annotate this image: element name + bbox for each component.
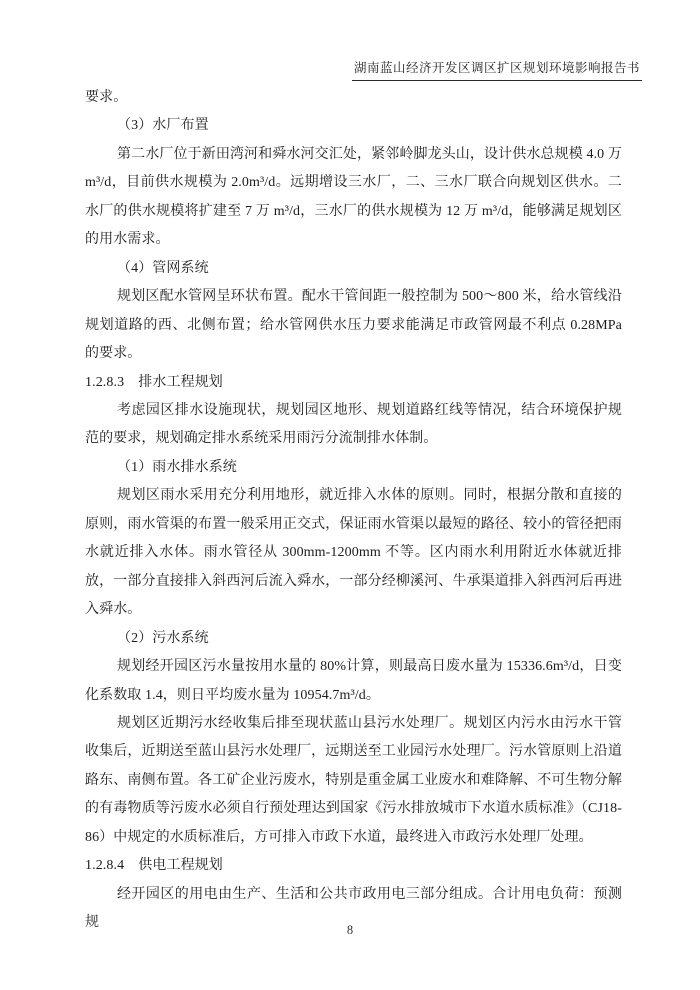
list-heading-rainwater-system: （1）雨水排水系统 [117,459,237,475]
page-header [352,58,642,81]
section-heading-power-supply-planning: 1.2.8.4 供电工程规划 [85,858,223,874]
body-paragraph-sewage-treatment: 规划区近期污水经收集后排至现状蓝山县污水处理厂。规划区内污水由污水干管收集后，近期送至蓝山县污水处理厂，远期送至工业园污水处理厂。污水管原则上沿道路东、南侧布置。各工矿企业污废水，特别是重金属工业废水和难降解、不可生物分解的有毒物质等污废水必须自行预处理达到国家《污水排放城市下水道水质标准》（CJ18-86）中规定的水质标准后，方可排入市政下水道，最终进入市政污水处理厂处理。 [85,715,622,845]
body-paragraph-rainwater: 规划区雨水采用充分利用地形，就近排入水体的原则。同时，根据分散和直接的原则，雨水管渠的布置一般采用正交式，保证雨水管渠以最短的路径、较小的管径把雨水就近排入水体。雨水管径从 300mm-1200mm 不等。区内雨水利用附近水体就近排放，一部分直接排入斜西河后流入舜水，一部分经柳溪河、牛承渠道排入斜西河后再进入舜水。 [85,488,622,618]
body-paragraph-sewage-volume: 规划经开园区污水量按用水量的 80%计算，则最高日废水量为 15336.6m³/d，日变化系数取 1.4，则日平均废水量为 10954.7m³/d。 [85,659,622,703]
list-heading-water-plant-layout: （3）水厂布置 [117,118,209,134]
body-paragraph-power-supply: 经开园区的用电由生产、生活和公共市政用电三部分组成。合计用电负荷：预测规 [85,886,622,931]
list-heading-pipe-network-system: （4）管网系统 [117,260,209,276]
page-footer [0,921,700,939]
body-paragraph-continuation: 要求。 [85,90,128,105]
document-content [85,84,622,938]
list-heading-sewage-system: （2）污水系统 [117,630,209,646]
body-paragraph-water-plant: 第二水厂位于新田湾河和舜水河交汇处，紧邻岭脚龙头山，设计供水总规模 4.0 万m³/d，目前供水规模为 2.0m³/d。远期增设三水厂，二、三水厂联合向规划区供水。二水厂的供水规模将扩建至 7 万 m³/d，三水厂的供水规模为 12 万 m³/d，能够满足规划区的用水需求。 [85,146,622,248]
header-title: 湖南蓝山经济开发区调区扩区规划环境影响报告书 [352,58,642,81]
section-heading-drainage-planning: 1.2.8.3 排水工程规划 [85,374,223,390]
body-paragraph-pipe-network: 规划区配水管网呈环状布置。配水干管间距一般控制为 500～800 米，给水管线沿规划道路的西、北侧布置；给水管网供水压力要求能满足市政管网最不利点 0.28MPa 的要求。 [85,289,622,362]
body-paragraph-drainage-overview: 考虑园区排水设施现状，规划园区地形、规划道路红线等情况，结合环境保护规范的要求，规划确定排水系统采用雨污分流制排水体制。 [85,402,622,447]
page-number: 8 [346,923,354,937]
